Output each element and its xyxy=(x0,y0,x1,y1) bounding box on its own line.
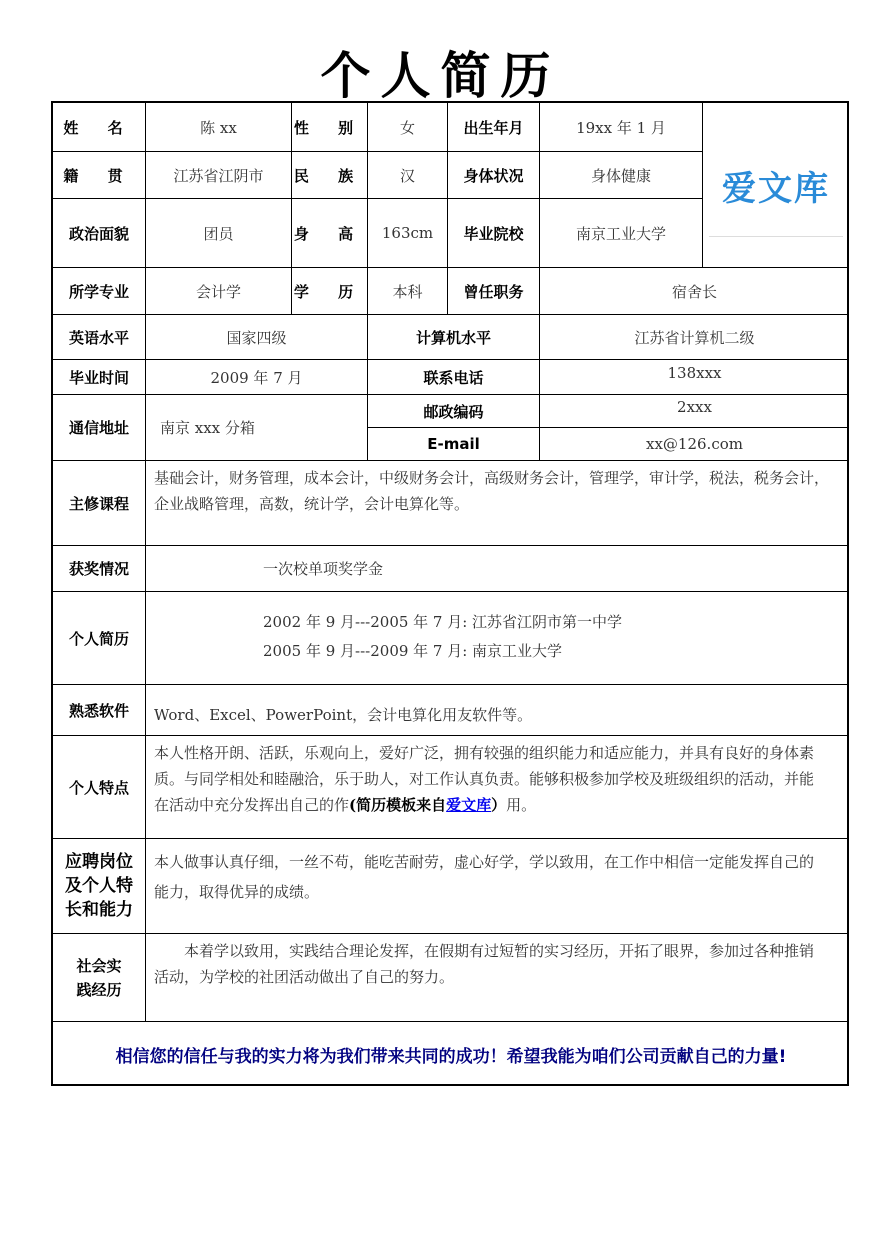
email-label: E-mail xyxy=(368,428,540,461)
email-value: xx@126.com xyxy=(540,428,849,461)
birth-label: 出生年月 xyxy=(448,103,540,152)
resume-label: 个人简历 xyxy=(53,592,146,685)
english-label: 英语水平 xyxy=(53,315,146,360)
name-value: 陈 xx xyxy=(146,103,292,152)
template-source-close: ） xyxy=(491,796,507,814)
resume-period: 2005 年 9 月---2009 年 7 月: xyxy=(263,642,468,660)
position-content xyxy=(146,839,849,934)
template-source-note: (简历模板来自 xyxy=(349,796,447,814)
post-label: 曾任职务 xyxy=(448,268,540,315)
courses-line: 企业战略管理，高数，统计学，会计电算化等。 xyxy=(154,495,470,513)
resume-table xyxy=(51,101,849,1086)
native-label: 籍 贯 xyxy=(53,152,146,199)
courses-content xyxy=(146,461,849,546)
phone-value: 138xxx xyxy=(540,360,849,395)
closing-statement: 相信您的信任与我的实力将为我们带来共同的成功！希望我能为咱们公司贡献自己的力量! xyxy=(115,1046,787,1067)
grad-label: 毕业时间 xyxy=(53,360,146,395)
major-value: 会计学 xyxy=(146,268,292,315)
ethnic-label: 民 族 xyxy=(292,152,368,199)
software-content: Word、Excel、PowerPoint，会计电算化用友软件等。 xyxy=(146,685,849,736)
postcode-label: 邮政编码 xyxy=(368,395,540,428)
courses-label: 主修课程 xyxy=(53,461,146,546)
aiwenku-link[interactable]: 爱文库 xyxy=(446,796,492,814)
practice-content xyxy=(146,934,849,1022)
major-label: 所学专业 xyxy=(53,268,146,315)
gender-value: 女 xyxy=(368,103,448,152)
resume-period: 2002 年 9 月---2005 年 7 月: xyxy=(263,613,468,631)
traits-label: 个人特点 xyxy=(53,736,146,839)
position-line: 能力，取得优异的成绩。 xyxy=(154,883,320,901)
grad-value: 2009 年 7 月 xyxy=(146,360,368,395)
phone-label: 联系电话 xyxy=(368,360,540,395)
degree-value: 本科 xyxy=(368,268,448,315)
postcode-value: 2xxx xyxy=(540,395,849,428)
address-label: 通信地址 xyxy=(53,395,146,461)
traits-content xyxy=(146,736,849,839)
photo-area xyxy=(703,103,849,268)
courses-line: 基础会计，财务管理，成本会计，中级财务会计，高级财务会计，管理学，审计学，税法，税务会计， xyxy=(154,469,830,487)
post-value: 宿舍长 xyxy=(540,268,849,315)
traits-line xyxy=(154,792,841,818)
height-label: 身 高 xyxy=(292,199,368,268)
traits-line: 本人性格开朗、活跃，乐观向上，爱好广泛，拥有较强的组织能力和适应能力，并具有良好的身体素 xyxy=(154,744,815,762)
resume-place: 江苏省江阴市第一中学 xyxy=(472,613,623,631)
political-label: 政治面貌 xyxy=(53,199,146,268)
school-value: 南京工业大学 xyxy=(540,199,703,268)
traits-line3-suffix: 用。 xyxy=(506,796,537,814)
height-value: 163cm xyxy=(368,199,448,268)
position-line: 本人做事认真仔细，一丝不苟，能吃苦耐劳，虚心好学，学以致用，在工作中相信一定能发挥自己的 xyxy=(154,853,815,871)
page-title: 个人简历 xyxy=(320,46,561,105)
resume-place: 南京工业大学 xyxy=(472,642,563,660)
birth-value: 19xx 年 1 月 xyxy=(540,103,703,152)
computer-label: 计算机水平 xyxy=(368,315,540,360)
awards-label: 获奖情况 xyxy=(53,546,146,592)
practice-line: 活动，为学校的社团活动做出了自己的努力。 xyxy=(154,968,455,986)
practice-label: 社会实践经历 xyxy=(53,934,146,1022)
native-value: 江苏省江阴市 xyxy=(146,152,292,199)
english-value: 国家四级 xyxy=(146,315,368,360)
health-value: 身体健康 xyxy=(540,152,703,199)
computer-value: 江苏省计算机二级 xyxy=(540,315,849,360)
political-value: 团员 xyxy=(146,199,292,268)
practice-line: 本着学以致用，实践结合理论发挥，在假期有过短暂的实习经历，开拓了眼界，参加过各种推销 xyxy=(184,942,815,960)
ethnic-value: 汉 xyxy=(368,152,448,199)
gender-label: 性 别 xyxy=(292,103,368,152)
school-label: 毕业院校 xyxy=(448,199,540,268)
photo-divider xyxy=(709,236,843,237)
address-value: 南京 xxx 分箱 xyxy=(146,395,368,461)
traits-line: 质。与同学相处和睦融洽，乐于助人，对工作认真负责。能够积极参加学校及班级组织的活动，并能 xyxy=(154,770,815,788)
resume-content xyxy=(146,592,849,685)
degree-label: 学 历 xyxy=(292,268,368,315)
software-label: 熟悉软件 xyxy=(53,685,146,736)
health-label: 身体状况 xyxy=(448,152,540,199)
position-label: 应聘岗位及个人特长和能力 xyxy=(53,839,146,934)
aiwenku-logo: 爱文库 xyxy=(722,168,830,209)
awards-content: 一次校单项奖学金 xyxy=(146,546,849,592)
traits-line3-prefix: 在活动中充分发挥出自己的作 xyxy=(154,796,350,814)
name-label: 姓 名 xyxy=(53,103,146,152)
